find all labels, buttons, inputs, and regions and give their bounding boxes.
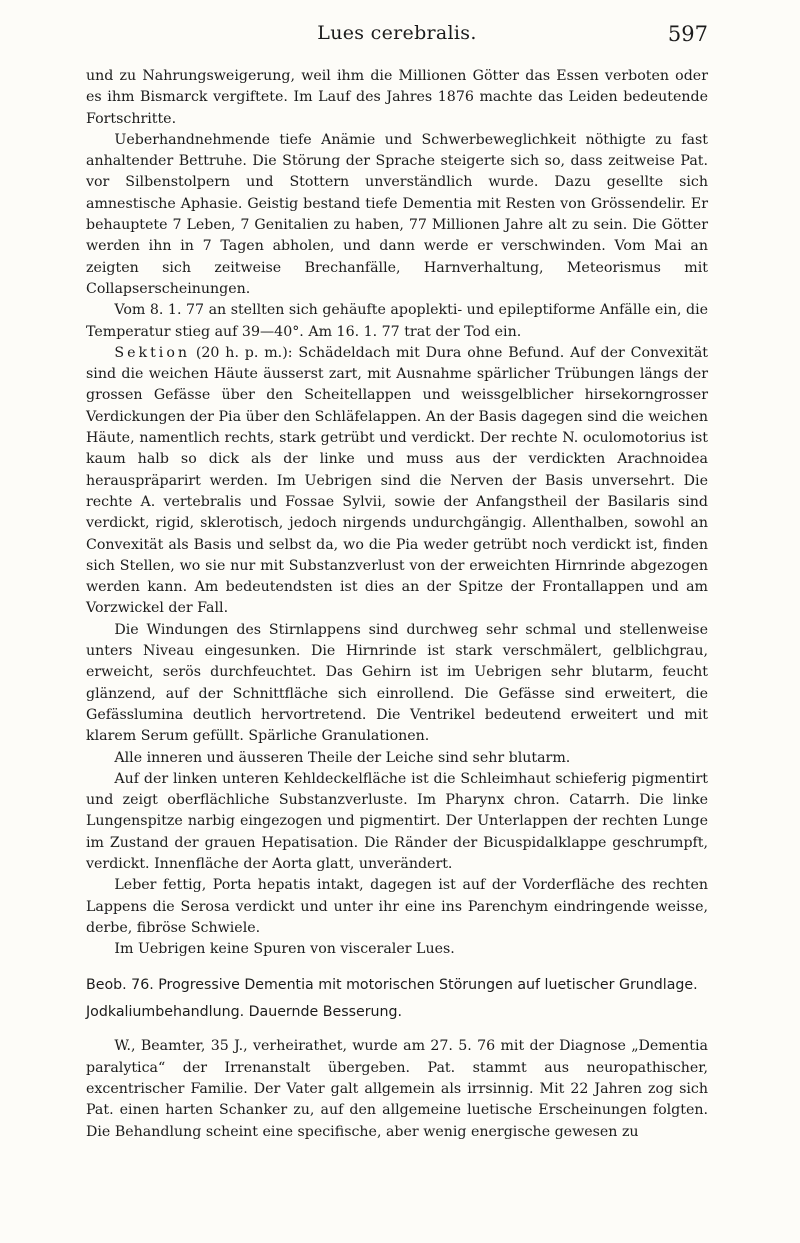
paragraph: Im Uebrigen keine Spuren von visceraler Lues. xyxy=(114,941,455,958)
autopsy-paragraph xyxy=(86,343,708,620)
page-header xyxy=(86,22,708,52)
paragraph: Die Windungen des Stirnlappens sind durchweg sehr schmal und stellenweise unters Niveau eingesunken. Die Hirnrinde ist stark verschmälert, gelblichgrau, erweicht, serös durchfeuchtet. Das Gehirn ist im Uebrigen sehr blutarm, feucht glänzend, auf der Schnittfläche sich einrollend. Die Gefässe sind erweitert, die Gefässlumina deutlich hervortretend. Die Ventrikel bedeutend erweitert und mit klarem Serum gefüllt. Spärliche Granulationen. xyxy=(86,621,708,745)
paragraph-continuation: und zu Nahrungsweigerung, weil ihm die Millionen Götter das Essen verboten oder es ihm Bismarck vergiftete. Im Lauf des Jahres 1876 machte das Leiden bedeutende Fortschritte. xyxy=(86,68,708,127)
case-paragraph: W., Beamter, 35 J., verheirathet, wurde am 27. 5. 76 mit der Diagnose „Dementia paralytica“ der Irrenanstalt übergeben. Pat. stammt aus neuropathischer, excentrischer Familie. Der Vater galt allgemein als irrsinnig. Mit 22 Jahren zog sich Pat. einen harten Schanker zu, auf den allgemeine luetische Erscheinungen folgten. Die Behandlung scheint eine specifische, aber wenig energische gewesen zu xyxy=(86,1038,708,1140)
running-title: Lues cerebralis. xyxy=(317,22,477,44)
paragraph: Leber fettig, Porta hepatis intakt, dagegen ist auf der Vorderfläche des rechten Lappens die Serosa verdickt und unter ihr eine ins Parenchym eindringende weisse, derbe, fibröse Schwiele. xyxy=(86,877,708,936)
case-heading: Beob. 76. Progressive Dementia mit motorischen Störungen auf luetischer Grundlage. Jodkaliumbehandlung. Dauernde Besserung. xyxy=(86,977,698,1021)
paragraph: Auf der linken unteren Kehldeckelfläche ist die Schleimhaut schieferig pigmentirt und zeigt oberflächliche Substanzverluste. Im Pharynx chron. Catarrh. Die linke Lungenspitze narbig eingezogen und pigmentirt. Der Unterlappen der rechten Lunge im Zustand der grauen Hepatisation. Die Ränder der Bicuspidalklappe geschrumpft, verdickt. Innenfläche der Aorta glatt, unverändert. xyxy=(86,770,708,872)
paragraph: Ueberhandnehmende tiefe Anämie und Schwerbeweglichkeit nöthigte zu fast anhaltender Bettruhe. Die Störung der Sprache steigerte sich so, dass zeitweise Pat. vor Silbenstolpern und Stottern unverständlich wurde. Dazu gesellte sich amnestische Aphasie. Geistig bestand tiefe Dementia mit Resten von Grössendelir. Er behauptete 7 Leben, 7 Genitalien zu haben, 77 Millionen Jahre alt zu sein. Die Götter werden ihn in 7 Tagen abholen, und dann werde er verschwinden. Vom Mai an zeigten sich zeitweise Brechanfälle, Harnverhaltung, Meteorismus mit Collapserscheinungen. xyxy=(86,131,708,297)
autopsy-text: (20 h. p. m.): Schädeldach mit Dura ohne Befund. Auf der Convexität sind die weichen Häute äusserst zart, mit Ausnahme spärlicher Trübungen längs der grossen Gefässe über den Scheitellappen und weissgelblicher hirsekorngrosser Verdickungen der Pia über den Schläfelappen. An der Basis dagegen sind die weichen Häute, namentlich rechts, stark getrübt und verdickt. Der rechte N. oculomotorius ist kaum halb so dick als der linke und muss aus der verdickten Arachnoidea herauspräparirt werden. Im Uebrigen sind die Nerven der Basis unversehrt. Die rechte A. vertebralis und Fossae Sylvii, sowie der Anfangstheil der Basilaris sind verdickt, rigid, sklerotisch, jedoch nirgends undurchgängig. Allenthalben, sowohl an Convexität als Basis und selbst da, wo die Pia weder getrübt noch verdickt ist, finden sich Stellen, wo sie nur mit Substanzverlust von der erweichten Hirnrinde abgezogen werden kann. Am bedeutendsten ist dies an der Spitze der Frontallappen und am Vorzwickel der Fall. xyxy=(86,344,708,617)
paragraph: Alle inneren und äusseren Theile der Leiche sind sehr blutarm. xyxy=(114,749,571,766)
autopsy-label: Sektion xyxy=(114,344,191,361)
page-number: 597 xyxy=(667,22,708,46)
paragraph: Vom 8. 1. 77 an stellten sich gehäufte apoplekti- und epileptiforme Anfälle ein, die Temperatur stieg auf 39—40°. Am 16. 1. 77 trat der Tod ein. xyxy=(86,302,708,340)
case-section xyxy=(86,972,708,1142)
body-text xyxy=(86,66,708,1143)
